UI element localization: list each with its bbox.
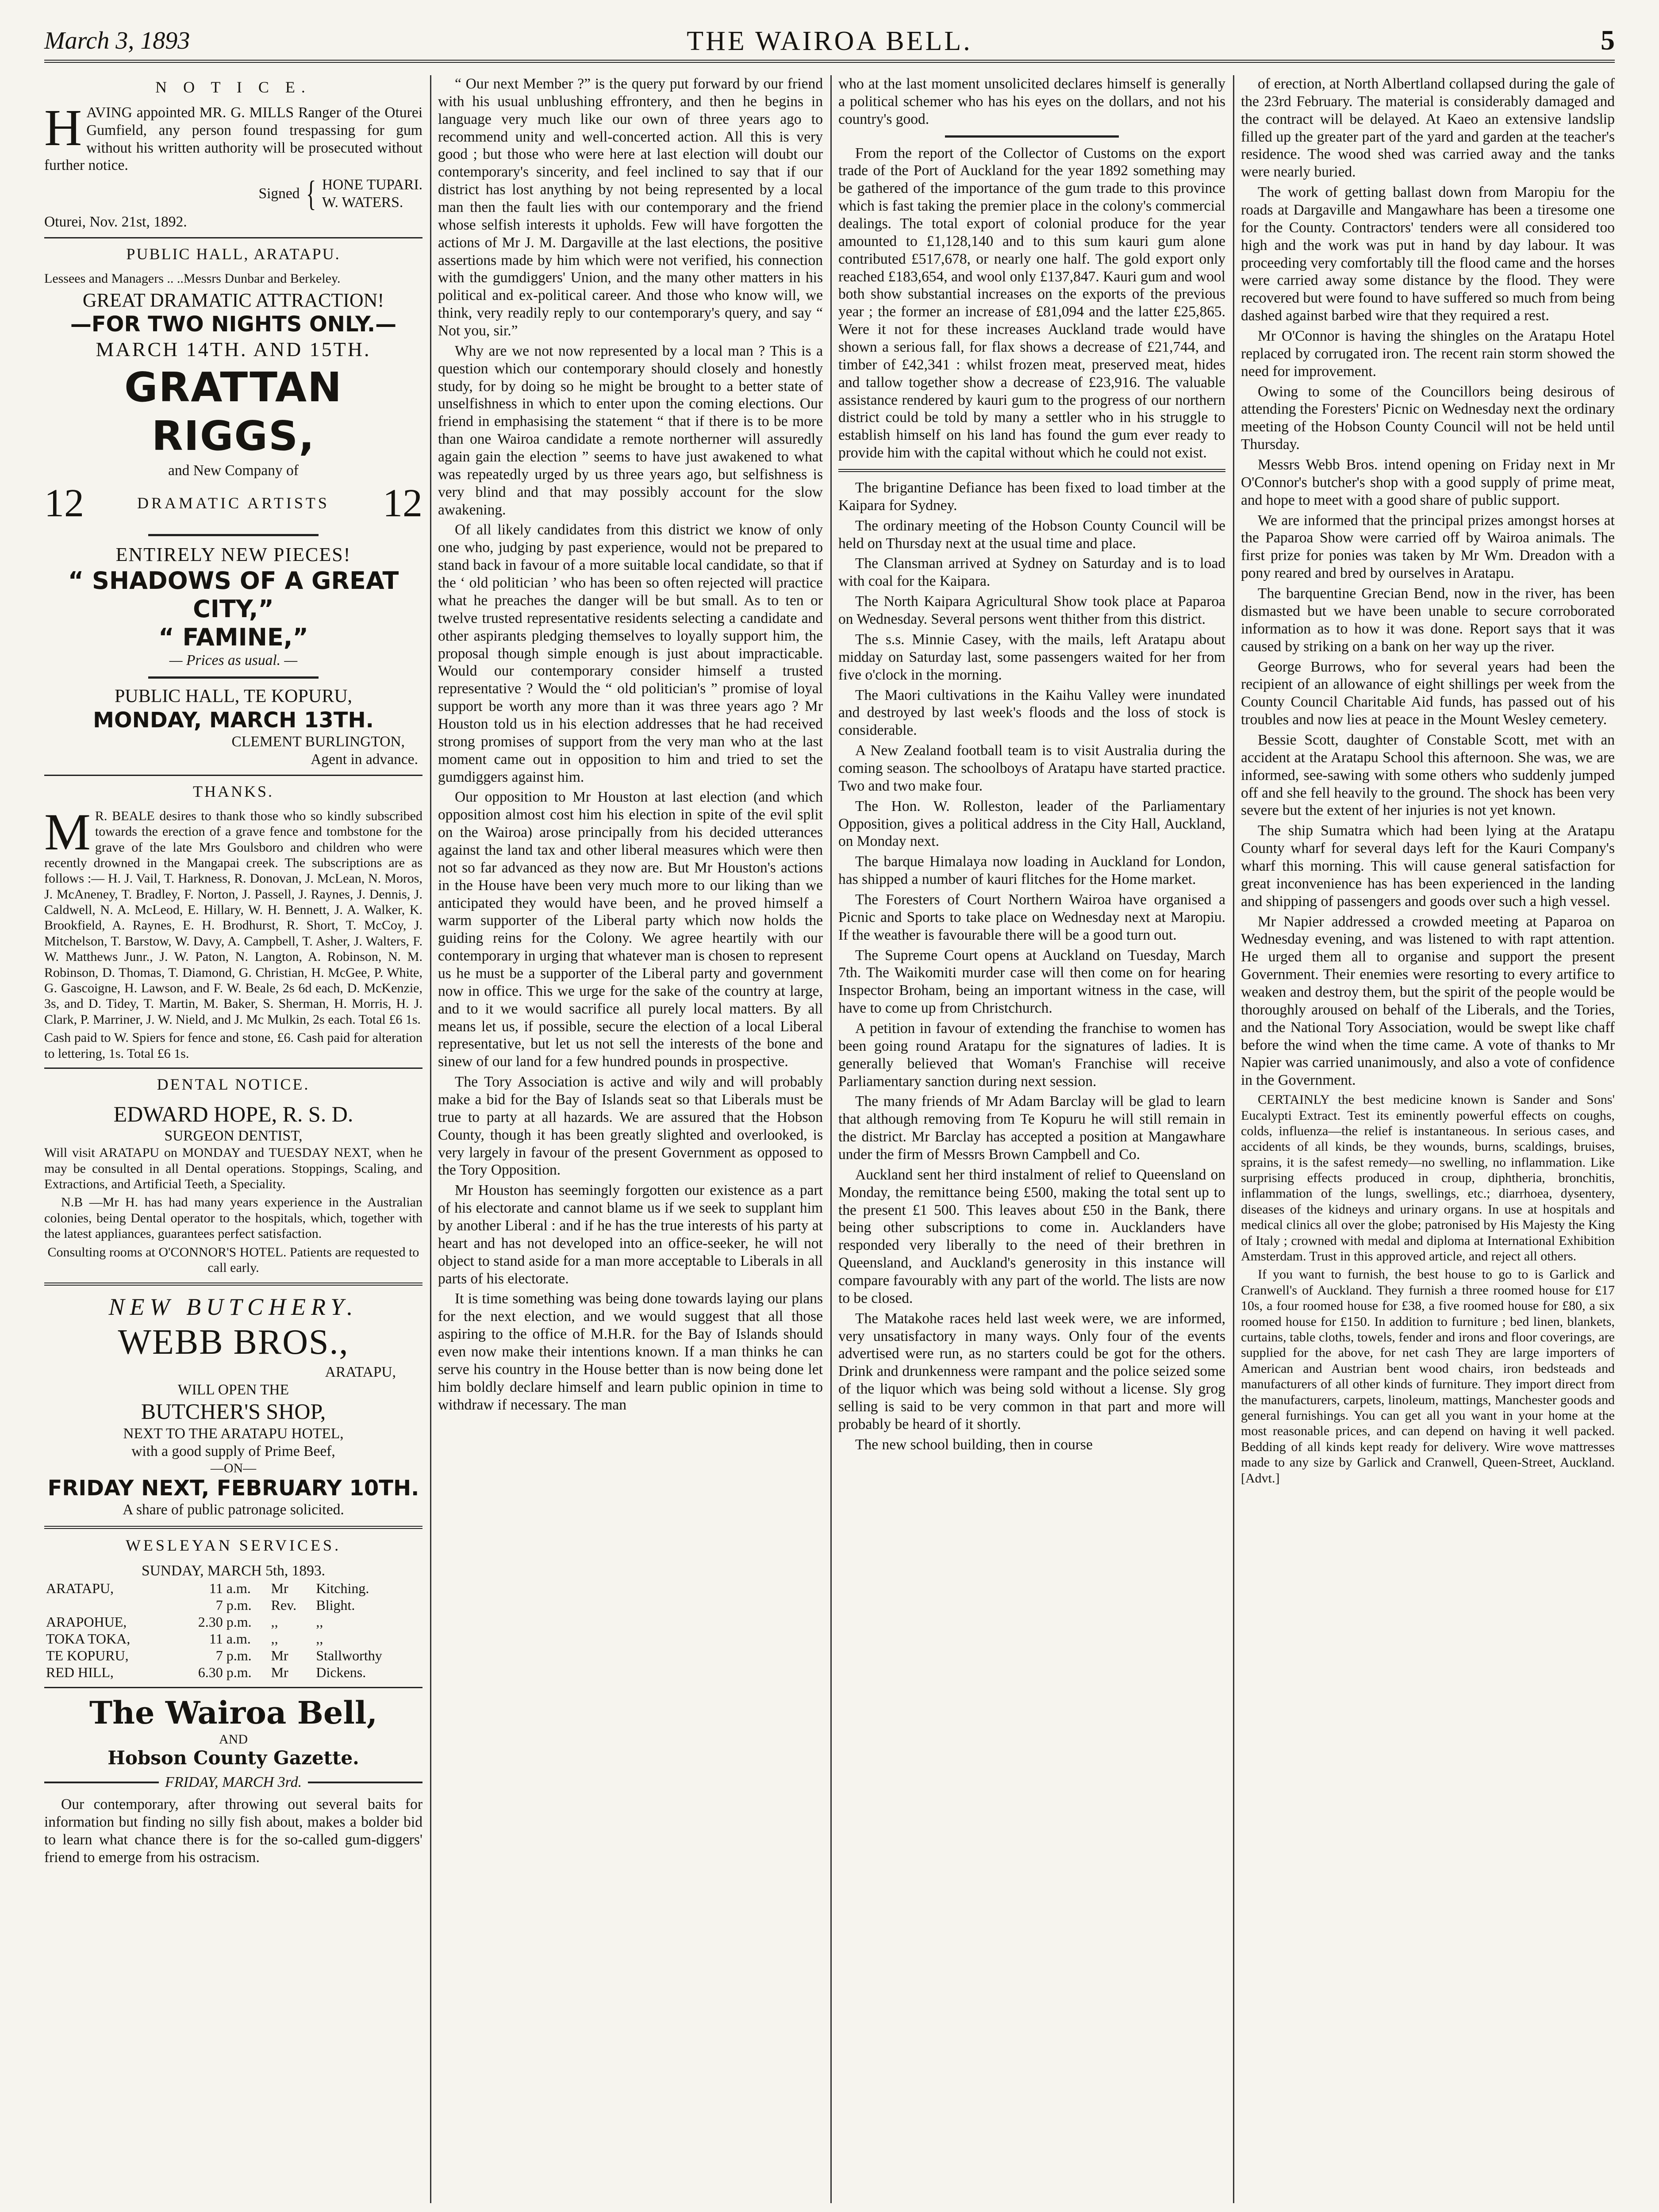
table-cell: 11 [209,1580,223,1596]
editorial-paragraph: It is time something was being done towards laying our plans for the next election, and we would suggest that all those aspiring to the office of M.H.R. for the Bay of Islands should even now make their intentions known. If a man thinks he can serve his country in the House better than is now being done let him boldly declare himself and learn public opinion in time to withdraw if necessary. The man [438,1290,823,1413]
notice-ad [44,98,422,231]
butchery-will: WILL OPEN THE [177,1381,289,1398]
table-row [44,1597,422,1613]
artist-count: 12 [382,481,422,526]
news-item: The Hon. W. Rolleston, leader of the Parliamentary Opposition, gives a political address in the City Hall, Auckland, on Monday next. [838,798,1225,850]
butchery-firm: WEBB BROS., [118,1322,349,1362]
short-rule [945,135,1119,138]
table-row [44,1647,422,1664]
table-cell: a.m. [226,1630,251,1647]
table-row [44,1580,422,1597]
news-item: The new school building, then in course [855,1436,1093,1453]
column-divider [830,75,832,2203]
dental-rooms: Consulting rooms at O'CONNOR'S HOTEL. Patients are requested to call early. [47,1244,419,1275]
table-cell: p.m. [226,1613,252,1630]
signatory: HONE TUPARI. [322,177,422,193]
table-cell: 7 [215,1647,223,1664]
page-number: 5 [1601,24,1615,56]
column-4 [1241,75,1615,2203]
thanks-cash: Cash paid to W. Spiers for fence and stone, £6. Cash paid for alteration to lettering, 1s. Total £6 1s. [44,1030,422,1061]
hall-star: GRATTAN RIGGS, [124,364,343,460]
paper-title: The Wairoa Bell, [89,1694,377,1732]
dental-nb: N.B —Mr H. has had many years experience in the Australian colonies, being Dental operator to the hospitals, which, together with the latest appliances, guarantees perfect satisfaction. [44,1195,422,1241]
column-1 [44,75,422,2203]
editorial-paragraph: Why are we not now represented by a local man ? This is a question which our contemporary should closely and honestly study, for by doing so he might be brought to a better state of unselfishness in which to enter upon the coming elections. Our friend in emphasising the statement “ that if there is to be more than one Wairoa candidate a remote northerner will assuredly again gain the election ” seems to have just awakened to what was repeatedly urged by us three years ago, but selfishness is very blind and that may possibly account for the slow awakening. [438,342,823,518]
news-item: The many friends of Mr Adam Barclay will be glad to learn that although removing from Te Kopuru he will still remain in the district. Mr Barclay has accepted a position at Mangawhare under the firm of Messrs Brown Campbell and Co. [838,1093,1225,1163]
table-cell: Blight. [316,1597,355,1613]
dental-heading: DENTAL NOTICE. [157,1075,310,1093]
editorial-paragraph: The Tory Association is active and wily and will probably make a bid for the Bay of Islands seat so that Liberals must be true to party at all hazards. We are assured that the Hobson County, though it has been greatly slighted and overlooked, is very largely in favour of the present Government as opposed to the Tory Opposition. [438,1074,823,1179]
hall-agent: CLEMENT BURLINGTON, [231,733,405,750]
butchery-on: —ON— [210,1460,257,1475]
local-news-list [838,479,1225,1454]
editorial-paragraph: Our opposition to Mr Houston at last election (and which opposition almost cost him his election in spite of the evil split on the Wairoa) arose principally from his decided utterances against the land tax and other liberal measures which were then not so far advanced as they now are. But Mr Houston's actions in the House have been very much more to our liking than we anticipated they would have been, and he proved himself a warm supporter of the Liberal party which now holds the guiding reins for the Colony. We agree heartily with our contemporary in urging that whatever man is chosen to represent us he must be a supporter of the Liberal party and government now in office. This we urge for the sake of the country at large, and to it we would sacrifice all purely local matters. By all means let us, if possible, secure the election of a local Liberal representative, but let us not sell the interests of the bone and sinew of our land for a few hundred pounds in prospective. [438,789,823,1070]
butchery-shop: BUTCHER'S SHOP, [141,1399,326,1424]
signed-label: Signed [258,185,300,202]
advertisement: If you want to furnish, the best house to go to is Garlick and Cranwell's of Auckland. They furnish a three roomed house for £17 10s, a four roomed house for £38, a five roomed house for £80, a six roomed house for £150. In addition to furniture ; bed linen, blankets, curtains, table cloths, towels, fender and irons and floor coverings, are supplied for the above, for net cash They are large importers of American and Austrian bent wood chairs, iron bedsteads and manufacturers of all other kinds of furniture. They import direct from the manufacturers, carpets, linoleum, mattings, Manchester goods and general furnishings. You can get all you want in your home at the most reasonable prices, and can depend on having it well packed. Bedding of all kinds kept ready for delivery. Wire wove mattresses made to any size by Garlick and Cranwell, Queen-Street, Auckland. [Advt.] [1241,1267,1615,1486]
hall-prices: — Prices as usual. — [169,652,298,669]
double-rule [838,469,1225,472]
hall-heading: PUBLIC HALL, ARATAPU. [126,245,341,263]
signatory-list [322,176,422,211]
divider [44,775,422,776]
services-table [44,1580,422,1681]
table-cell [44,1597,180,1613]
table-cell: Kitching. [316,1580,369,1596]
notice-signatures [44,174,422,214]
table-cell: a.m. [226,1580,251,1596]
news-item: The North Kaipara Agricultural Show took place at Paparoa on Wednesday. Several persons went thither from this district. [838,593,1225,628]
table-cell: 7 [215,1597,223,1613]
wesleyan-date: SUNDAY, MARCH 5th, 1893. [141,1562,326,1579]
news-item: The ordinary meeting of the Hobson County Council will be held on Thursday next at the usual time and place. [838,517,1225,552]
table-cell: 6.30 [198,1664,223,1681]
notice-date: Oturei, Nov. 21st, 1892. [44,213,187,230]
customs-article: From the report of the Collector of Customs on the export trade of the Port of Auckland for the year 1892 something may be gathered of the importance of the gum trade to this province which is fast taking the premier place in the colony's commercial dealings. The total export of colonial produce for the year amounted to £1,128,140 and to this sum kauri gum alone contributed £517,678, or nearly one half. The gold export only reached £183,654, and wool only £137,847. Kauri gum and wool both show substantial increases on the exports of the previous year ; the former an increase of £81,094 and the latter £25,865. Were it not for these increases Auckland trade would have shown a serious fall, for flax shows a decrease of £21,744, and timber of £42,341 : whilst frozen meat, preserved meat, hides and tallow together show a decrease of £23,916. The valuable assistance rendered by kauri gum to the progress of our northern district could be told by many a settler who in his struggle to establish himself on his land has found the gum ever ready to provide him with the capital without which he could not exist. [838,145,1225,461]
news-item: Messrs Webb Bros. intend opening on Friday next in Mr O'Connor's butcher's shop with a good supply of prime meat, and hope to meet with a good share of public support. [1241,457,1615,508]
table-cell: Dickens. [316,1664,366,1681]
news-item: Mr O'Connor is having the shingles on the Aratapu Hotel replaced by corrugated iron. The recent rain storm showed the need for improvement. [1241,328,1615,380]
editorial-paragraph: Of all likely candidates from this district we know of only one who, judging by past experience, would not be prepared to stand back in favour of a more suitable local candidate, so that if the ‘ old politician ’ who has been so often rejected will practice what he preaches the danger will be but small. As to ten or twelve trusted representative residents selecting a candidate and other aspirants pledging themselves to loyally support him, the proposal though simple enough is just about impracticable. Would our contemporary consider himself a trusted representative ? Would the “ old politician's ” promise of loyal support be worth any more than it was three years ago ? Mr Houston told us in his election addresses that he had received strong promises of support from the very man who at the last moment came out in opposition to him and tried to set the gumdiggers against him. [438,522,823,785]
table-cell: p.m. [226,1597,252,1613]
news-item: The Supreme Court opens at Auckland on Tuesday, March 7th. The Waikomiti murder case will then come on for hearing Inspector Broham, being an important witness in the case, will have to come up from Christchurch. [838,947,1225,1017]
news-item: Bessie Scott, daughter of Constable Scott, met with an accident at the Aratapu School this afternoon. She was, we are informed, see-sawing with some others who suddenly jumped off and she fell heavily to the ground. The shock has been very severe but the extent of her injuries is not yet known. [1241,731,1615,819]
table-cell: ARAPOHUE, [46,1613,127,1630]
local-news-list [1241,75,1615,1089]
news-item: We are informed that the principal prizes amongst horses at the Paparoa Show were carried off by Wairoa animals. The first prize for ponies was taken by Mr Wm. Dreadon with a pony reared and bred by ourselves in Aratapu. [1241,512,1615,582]
column-divider [1233,75,1234,2203]
thanks-notice [44,803,422,1061]
table-cell: ARATAPU, [46,1580,114,1596]
table-cell: RED HILL, [46,1664,114,1681]
hall-play-2: “ FAMINE,” [158,623,308,652]
news-item: The ship Sumatra which had been lying at the Aratapu County wharf for several days left for the Kauri Company's wharf this morning. This will cause general satisfaction for great inconvenience has has been experienced in the landing and shipping of passengers and goods over such a high vessel. [1241,822,1615,910]
news-item: of erection, at North Albertland collapsed during the gale of the 23rd February. The material is considerably damaged and the contract will be delayed. At Kaeo an extensive landslip filled up the greater part of the yard and garden at the teacher's residence. The wood shed was carried away and the tanks were nearly buried. [1241,76,1615,180]
scroll-rule [44,1782,159,1783]
wesleyan-heading: WESLEYAN SERVICES. [125,1536,342,1555]
hall-nights: —FOR TWO NIGHTS ONLY.— [70,312,397,337]
advertisement: CERTAINLY the best medicine known is Sander and Sons' Eucalypti Extract. Test its eminently powerful effects on coughs, colds, influenza—the relief is instantaneous. In serious cases, and accidents of all kinds, be they wounds, burns, scaldings, bruises, sprains, it is the safest remedy—no swelling, no inflammation. Like surprising effects produced in croup, diphtheria, bronchitis, inflammation of the lungs, swellings, etc.; diarrhoea, dysentery, diseases of the kidneys and urinary organs. In use at hospitals and medical clinics all over the globe; patronised by His Majesty the King of Italy ; crowned with medal and diploma at International Exhibition Amsterdam. Trust in this approved article, and reject all others. [1241,1092,1615,1264]
column-divider [430,75,431,2203]
hall-pieces: ENTIRELY NEW PIECES! [115,544,351,566]
date-scroll [44,1774,422,1791]
news-item: Mr Napier addressed a crowded meeting at Paparoa on Wednesday evening, and was listened to with rapt attention. He urged them all to organise and support the present Government. Their enemies were resorting to every artifice to weaken and destroy them, but the spirit of the people would be thoroughly aroused on behalf of the Liberals, and the Tories, and the National Tory Association, would be swept like chaff before the wind when the time came. A vote of thanks to Mr Napier was carried unanimously, and also a vote of confidence in the Government. [1241,913,1615,1089]
butchery-share: A share of public patronage solicited. [123,1502,344,1518]
table-cell: Mr [271,1580,288,1596]
table-cell: ,, [271,1630,278,1647]
hall-lessees: Lessees and Managers .. ..Messrs Dunbar and Berkeley. [44,271,341,286]
column-2 [438,75,823,2203]
scroll-rule [308,1782,422,1783]
news-item: The Maori cultivations in the Kaihu Valley were inundated and destroyed by last week's floods and the loss of stock is considerable. [838,687,1225,739]
news-item: A New Zealand football team is to visit Australia during the coming season. The schoolboys of Aratapu have started practice. Two and two make four. [838,742,1225,794]
divider [44,237,422,238]
editorial-paragraph: “ Our next Member ?” is the query put forward by our friend with his usual unblushing effrontery, and then he begins in language very much like our own of three years ago to recommend unity and well-concerted action. All this is very good ; but those who were here at last election will doubt our contemporary's sincerity, and feel inclined to say that if our district has lost anything by not being represented by a local man then the fault lies with our contemporary and the friend whose selfish interests it upholds. Few will have forgotten the actions of Mr J. M. Dargaville at the last elections, the positive assertions made by him which were not verified, his connection with the gumdiggers' Union, and the many other matters in his political and ex-political career. And those who know will, we think, very readily reply to our contemporary's query, and say “ Not you, sir.” [438,76,823,339]
brace-glyph: { [306,174,316,214]
page-header [44,22,1615,55]
divider [44,1068,422,1069]
header-rule [44,60,1615,63]
news-item: The work of getting ballast down from Maropiu for the roads at Dargaville and Mangawhare has been a tiresome one for the County. Contractors' tenders were all considered too high and the work was put in hand by day labour. It was proceeding very comfortably till the flood came and the horses were carried away some distance by the flood. They were recovered but were found to have suffered so much from being dashed against barbed wire that they required a rest. [1241,184,1615,324]
butchery-place: ARATAPU, [325,1363,396,1380]
hall-artists-row [44,480,422,527]
butchery-next: NEXT TO THE ARATAPU HOTEL, [123,1425,344,1442]
paper-date: FRIDAY, MARCH 3rd. [165,1774,302,1790]
thanks-heading: THANKS. [192,782,274,800]
issue-date: March 3, 1893 [44,27,190,54]
table-cell: p.m. [226,1647,252,1664]
table-row [44,1613,422,1630]
editorial-end: who at the last moment unsolicited declares himself is generally a political schemer who has his eyes on the dollars, and not his country's good. [838,76,1225,127]
news-item: Owing to some of the Councillors being desirous of attending the Foresters' Picnic on Wednesday next the ordinary meeting of the Hobson County Council will not be held until Thursday. [1241,383,1615,453]
table-cell: Rev. [271,1597,297,1613]
signatory: W. WATERS. [322,194,403,211]
news-item: The Matakohe races held last week were, we are informed, very unsatisfactory in many ways. Only four of the events advertised were run, as no starters could be got for the others. Drink and drunkenness were rampant and the police seized some of the liquor which was being sold without a license. Sly grog selling is said to be very common in that part and more will probably be heard of it shortly. [838,1310,1225,1432]
notice-body: AVING appointed MR. G. MILLS Ranger of the Oturei Gumfield, any person found trespassing for gum without his written authority will be prosecuted without further notice. [44,104,422,174]
table-cell: Mr [271,1647,288,1664]
dental-name: EDWARD HOPE, R. S. D. [113,1101,353,1126]
news-item: The Clansman arrived at Sydney on Saturday and is to load with coal for the Kaipara. [838,555,1225,590]
editorial-paragraph: Mr Houston has seemingly forgotten our existence as a part of his electorate and cannot blame us if we seek to supplant him by another Liberal : and if he has the true interests of his party at heart and has not developed into an office-seeker, he will not object to stand aside for a man more acceptable to Liberals in all parts of his electorate. [438,1182,823,1287]
hall-company: and New Company of [168,462,299,479]
artist-count: 12 [44,481,84,526]
masthead-title: THE WAIROA BELL. [687,26,972,56]
double-rule [44,1283,422,1286]
table-cell: ,, [271,1613,278,1630]
news-item: The s.s. Minnie Casey, with the mails, left Aratapu about midday on Saturday last, some passengers waited for her from five o'clock in the morning. [838,631,1225,683]
hall-venue-2: PUBLIC HALL, TE KOPURU, [114,686,353,707]
news-item: Auckland sent her third instalment of relief to Queensland on Monday, the remittance being £500, making the total sent up to the present £1 500. This leaves about £50 in the Bank, there being other subscriptions to come in. Aucklanders have responded very liberally to the need of their brethren in Queensland, and Auckland's generosity in this instance will compare favourably with any part of the world. The lists are now to be closed. [838,1166,1225,1306]
table-row [44,1664,422,1681]
news-item: The barquentine Grecian Bend, now in the river, has been dismasted but we have been unable to secure corroborated information as to how it was done. Report says that it was caused by striking on a bank on her way up the river. [1241,585,1615,655]
news-item: The Foresters of Court Northern Wairoa have organised a Picnic and Sports to take place on Wednesday next at Maropiu. If the weather is favourable there will be a good turn out. [838,891,1225,943]
news-item: The brigantine Defiance has been fixed to load timber at the Kaipara for Sydney. [838,480,1225,514]
paper-and: AND [219,1732,248,1747]
hall-agent-note: Agent in advance. [311,751,418,768]
editorial-paragraph: Our contemporary, after throwing out several baits for information but finding no silly fish about, makes a bolder bid to learn what chance there is for the so-called gum-diggers' friend to emerge from his ostracism. [44,1796,422,1866]
table-cell: ,, [316,1613,323,1630]
table-cell: Stallworthy [316,1647,382,1664]
artists-label: DRAMATIC ARTISTS [137,494,330,512]
notice-heading: N O T I C E. [155,78,311,96]
dental-visit: Will visit ARATAPU on MONDAY and TUESDAY NEXT, when he may be consulted in all Dental operations. Stoppings, Scaling, and Extractions, and Artificial Teeth, a Speciality. [44,1145,422,1191]
hall-date-2: MONDAY, MARCH 13TH. [93,708,374,733]
table-cell: Mr [271,1664,288,1681]
butchery-day: FRIDAY NEXT, FEBRUARY 10TH. [47,1476,419,1501]
thanks-dropcap: M [44,803,91,861]
table-row [44,1630,422,1647]
butchery-heading: NEW BUTCHERY. [108,1294,358,1321]
table-cell: p.m. [226,1664,252,1681]
butchery-supply: with a good supply of Prime Beef, [131,1443,335,1459]
paper-subtitle: Hobson County Gazette. [108,1747,359,1769]
hall-dates: MARCH 14TH. AND 15TH. [96,338,371,361]
thanks-body: R. BEALE desires to thank those who so kindly subscribed towards the erection of a grave fence and tombstone for the grave of the late Mrs Goulsboro and children who were recently drowned in the Mangapai creek. The subscriptions are as follows :— H. J. Vail, T. Harkness, R. Donovan, J. McLean, N. Moros, J. McAneney, T. Bradley, F. Norton, J. Passell, J. Raynes, J. Dennis, J. Caldwell, N. A. McLeod, E. Hillary, W. H. Bennett, J. A. Walker, K. Brookfield, A. Raynes, E. H. Brodhurst, R. Short, T. McCoy, J. Mitchelson, T. Barstow, W. Davy, A. Campbell, T. Asher, J. Walters, F. W. Matthews Junr., J. W. Paton, N. Langton, A. Robinson, N. M. Robinson, D. Thomas, T. Diamond, G. Christian, H. McGee, P. White, G. Gascoigne, H. Lawson, and F. W. Beale, 2s 6d each, D. McKenzie, 3s, and D. Tidey, T. Martin, M. Baker, S. Sherman, H. Morris, H. J. Clark, P. Marriner, J. W. Nield, and J. Mc Mulkin, 2s each. Total £6 1s. [44,808,422,1027]
hall-play-1: “ SHADOWS OF A GREAT CITY,” [68,566,399,623]
column-3 [838,75,1225,2203]
hall-attraction: GREAT DRAMATIC ATTRACTION! [82,289,384,311]
table-cell: TE KOPURU, [46,1647,129,1664]
news-item: George Burrows, who for several years had been the recipient of an allowance of eight shillings per week from the County Council Charitable Aid funds, has passed out of his troubles and now lies at peace in the Mount Wesley cemetery. [1241,658,1615,728]
table-cell: 2.30 [198,1613,223,1630]
news-item: The barque Himalaya now loading in Auckland for London, has shipped a number of kauri flitches for the Home market. [838,853,1225,888]
news-item: A petition in favour of extending the franchise to women has been going round Aratapu for the signatures of ladies. It is generally believed that Woman's Franchise will receive Parliamentary sanction during next session. [838,1020,1225,1090]
divider [44,1687,422,1688]
double-rule [44,1526,422,1529]
table-cell: TOKA TOKA, [46,1630,131,1647]
table-cell: ,, [316,1630,323,1647]
table-cell: 11 [209,1630,223,1647]
short-rule [148,534,319,536]
dental-role: SURGEON DENTIST, [164,1128,303,1144]
short-rule [148,676,319,679]
notice-dropcap: H [44,98,82,157]
